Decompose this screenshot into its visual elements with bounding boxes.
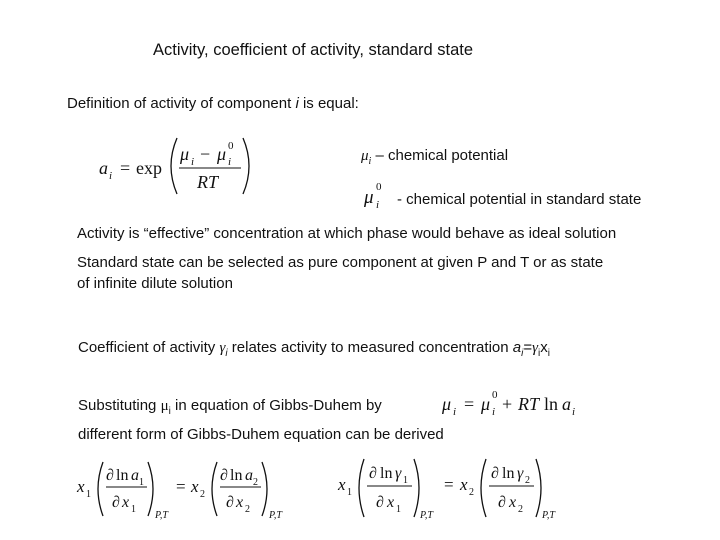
svg-text:2: 2 bbox=[525, 475, 530, 486]
eq1-a-sub: i bbox=[109, 170, 113, 182]
svg-text:ln: ln bbox=[544, 394, 559, 414]
standard-state-line-2: of infinite dilute solution bbox=[77, 275, 233, 292]
svg-text:∂: ∂ bbox=[226, 494, 234, 511]
definition-suffix: is equal: bbox=[298, 95, 359, 112]
svg-text:ln: ln bbox=[380, 465, 393, 482]
svg-text:∂: ∂ bbox=[498, 494, 506, 511]
svg-text:P,T: P,T bbox=[542, 510, 555, 521]
svg-text:P,T: P,T bbox=[269, 510, 282, 521]
eq1-mu2-sup: 0 bbox=[228, 140, 234, 152]
svg-text:1: 1 bbox=[131, 504, 136, 515]
definition-prefix: Definition of activity of component bbox=[67, 95, 296, 112]
svg-text:1: 1 bbox=[403, 475, 408, 486]
eq1-rt: RT bbox=[197, 172, 219, 192]
svg-text:2: 2 bbox=[518, 504, 523, 515]
svg-text:=: = bbox=[444, 475, 454, 494]
svg-text:μ: μ bbox=[364, 187, 374, 208]
legend2-symbol bbox=[362, 178, 392, 212]
svg-text:μ: μ bbox=[442, 394, 452, 414]
svg-text:x: x bbox=[236, 494, 244, 511]
svg-text:1: 1 bbox=[396, 504, 401, 515]
svg-text:∂: ∂ bbox=[376, 494, 384, 511]
svg-text:μ: μ bbox=[481, 394, 491, 414]
svg-text:x: x bbox=[122, 494, 130, 511]
svg-text:RT: RT bbox=[518, 394, 540, 414]
svg-text:x: x bbox=[191, 477, 199, 496]
svg-text:2: 2 bbox=[245, 504, 250, 515]
svg-text:∂: ∂ bbox=[491, 465, 499, 482]
coef-a: a bbox=[512, 339, 522, 356]
svg-text:2: 2 bbox=[469, 487, 474, 498]
coef-gamma: γ bbox=[219, 340, 226, 356]
definition-line bbox=[67, 95, 359, 112]
svg-text:=: = bbox=[176, 477, 186, 496]
substituting-line bbox=[78, 397, 382, 417]
svg-text:i: i bbox=[376, 199, 380, 211]
svg-text:γ: γ bbox=[517, 465, 524, 482]
coef-a-sub: i bbox=[521, 348, 524, 359]
definition-var: i bbox=[295, 95, 299, 112]
subst-mu: μ bbox=[160, 398, 169, 414]
coef-prefix: Coefficient of activity bbox=[78, 339, 220, 356]
legend1-text: – chemical potential bbox=[371, 147, 509, 164]
subst-mu-sub: i bbox=[168, 406, 171, 417]
svg-text:0: 0 bbox=[376, 181, 382, 193]
svg-text:i: i bbox=[492, 406, 496, 418]
coefficient-line bbox=[78, 339, 550, 359]
svg-text:∂: ∂ bbox=[220, 467, 228, 484]
activity-definition-equation bbox=[95, 132, 260, 198]
svg-text:i: i bbox=[453, 406, 457, 418]
subst-prefix: Substituting bbox=[78, 397, 161, 414]
eq1-mu1-sub: i bbox=[191, 156, 195, 168]
effective-concentration-line: Activity is “effective” concentration at which phase would behave as ideal solution bbox=[77, 225, 617, 242]
svg-text:2: 2 bbox=[200, 489, 205, 500]
eq1-right-paren bbox=[243, 138, 249, 194]
svg-text:x: x bbox=[77, 477, 85, 496]
coef-gamma2-sub: i bbox=[538, 348, 541, 359]
svg-text:P,T: P,T bbox=[155, 510, 168, 521]
svg-text:1: 1 bbox=[86, 489, 91, 500]
eq1-left-paren bbox=[171, 138, 177, 194]
svg-text:ln: ln bbox=[116, 467, 129, 484]
svg-text:+: + bbox=[502, 394, 513, 414]
svg-text:x: x bbox=[460, 475, 468, 494]
eq1-equals: = bbox=[120, 158, 131, 178]
svg-text:x: x bbox=[338, 475, 346, 494]
svg-text:0: 0 bbox=[492, 389, 498, 401]
legend1-mu: μ bbox=[361, 148, 369, 164]
gibbs-duhem-coefficient-equation bbox=[336, 454, 576, 522]
eq1-a: a bbox=[99, 158, 108, 178]
eq1-exp: exp bbox=[136, 158, 162, 178]
eq1-minus: − bbox=[200, 144, 211, 164]
coef-middle: relates activity to measured concentration bbox=[227, 339, 513, 356]
svg-text:a: a bbox=[562, 394, 571, 414]
svg-text:i: i bbox=[572, 406, 576, 418]
chemical-potential-equation bbox=[440, 386, 590, 422]
eq1-mu1: μ bbox=[180, 144, 190, 164]
gibbs-duhem-activity-equation bbox=[75, 456, 300, 522]
standard-state-line-1: Standard state can be selected as pure component at given P and T or as state bbox=[77, 254, 604, 271]
subst-suffix: in equation of Gibbs-Duhem by bbox=[170, 397, 382, 414]
eq1-mu2-sub: i bbox=[228, 156, 232, 168]
svg-text:2: 2 bbox=[253, 477, 258, 488]
svg-text:P,T: P,T bbox=[420, 510, 433, 521]
svg-text:1: 1 bbox=[347, 487, 352, 498]
different-form-line: different form of Gibbs-Duhem equation can be derived bbox=[78, 426, 444, 443]
legend2-text: - chemical potential in standard state bbox=[397, 191, 642, 208]
legend1-sub: i bbox=[368, 156, 372, 167]
svg-text:ln: ln bbox=[502, 465, 515, 482]
eq1-mu2: μ bbox=[217, 144, 227, 164]
svg-text:=: = bbox=[464, 394, 475, 414]
coef-gamma2: γ bbox=[532, 340, 539, 356]
svg-text:∂: ∂ bbox=[112, 494, 120, 511]
coef-gamma-sub: i bbox=[225, 348, 228, 359]
svg-text:a: a bbox=[131, 467, 139, 484]
coef-equals: = bbox=[523, 339, 533, 356]
svg-text:∂: ∂ bbox=[106, 467, 114, 484]
coef-x: x bbox=[540, 339, 548, 356]
svg-text:1: 1 bbox=[139, 477, 144, 488]
legend-chemical-potential bbox=[361, 147, 508, 167]
svg-text:∂: ∂ bbox=[369, 465, 377, 482]
svg-text:a: a bbox=[245, 467, 253, 484]
slide-title: Activity, coefficient of activity, standard state bbox=[153, 41, 474, 59]
svg-text:ln: ln bbox=[230, 467, 243, 484]
svg-text:γ: γ bbox=[395, 465, 402, 482]
svg-text:x: x bbox=[509, 494, 517, 511]
svg-text:x: x bbox=[387, 494, 395, 511]
coef-x-sub: i bbox=[547, 348, 550, 359]
